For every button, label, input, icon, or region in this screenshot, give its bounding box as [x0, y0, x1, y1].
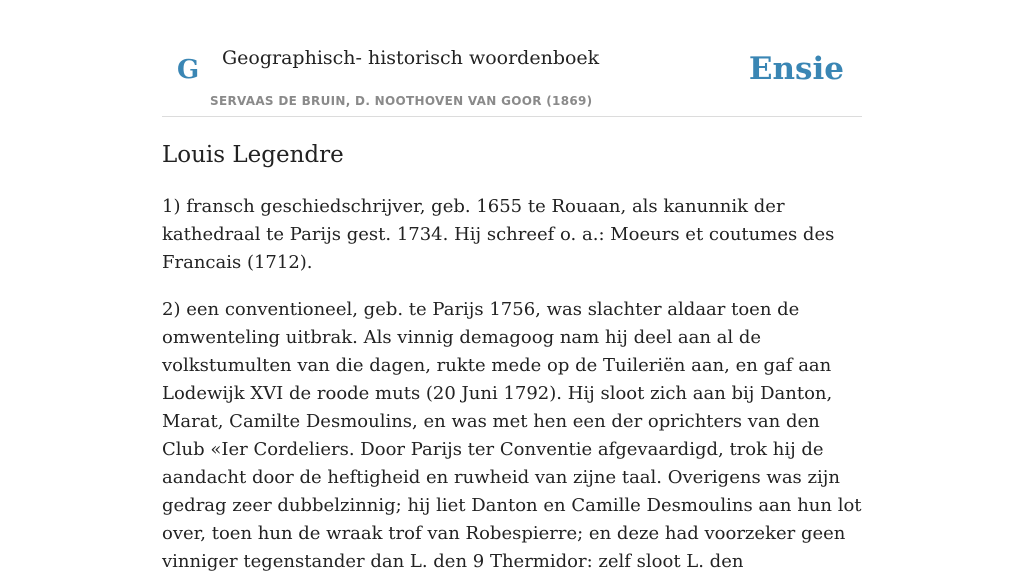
- book-title[interactable]: Geographisch- historisch woordenboek: [222, 47, 600, 69]
- entry-title: Louis Legendre: [162, 142, 344, 168]
- page-header: [162, 0, 862, 117]
- entry-paragraph: 1) fransch geschiedschrijver, geb. 1655 te Rouaan, als kanunnik der kathedraal te Parijs gest. 1734. Hij schreef o. a.: Moeurs et coutumes des Francais (1712).: [162, 196, 835, 273]
- entry-paragraph: 2) een conventioneel, geb. te Parijs 1756, was slachter aldaar toen de omwenteling uitbrak. Als vinnig demagoog nam hij deel aan al de volkstumulten van die dagen, rukte mede op de Tuileriën aan, en gaf aan Lodewijk XVI de roode muts (20 Juni 1792). Hij sloot zich aan bij Danton, Marat, Camilte Desmoulins, en was met hen een der oprichters van den Club «Ier Cordeliers. Door Parijs ter Conventie afgevaardigd, trok hij de aandacht door de heftigheid en ruwheid van zijne taal. Overigens was zijn gedrag zeer dubbelzinnig; hij liet Danton en Camille Desmoulins aan hun lot over, toen hun de wraak trof van Robespierre; en deze had voorzeker geen vinniger tegenstander dan L. den 9 Thermidor: zelf sloot L. den: [162, 299, 862, 572]
- entry-content: [162, 136, 862, 576]
- book-authors: SERVAAS DE BRUIN, D. NOOTHOVEN VAN GOOR (1869): [210, 94, 593, 108]
- book-logo-icon[interactable]: G: [177, 55, 200, 85]
- ensie-logo[interactable]: Ensie: [748, 51, 844, 87]
